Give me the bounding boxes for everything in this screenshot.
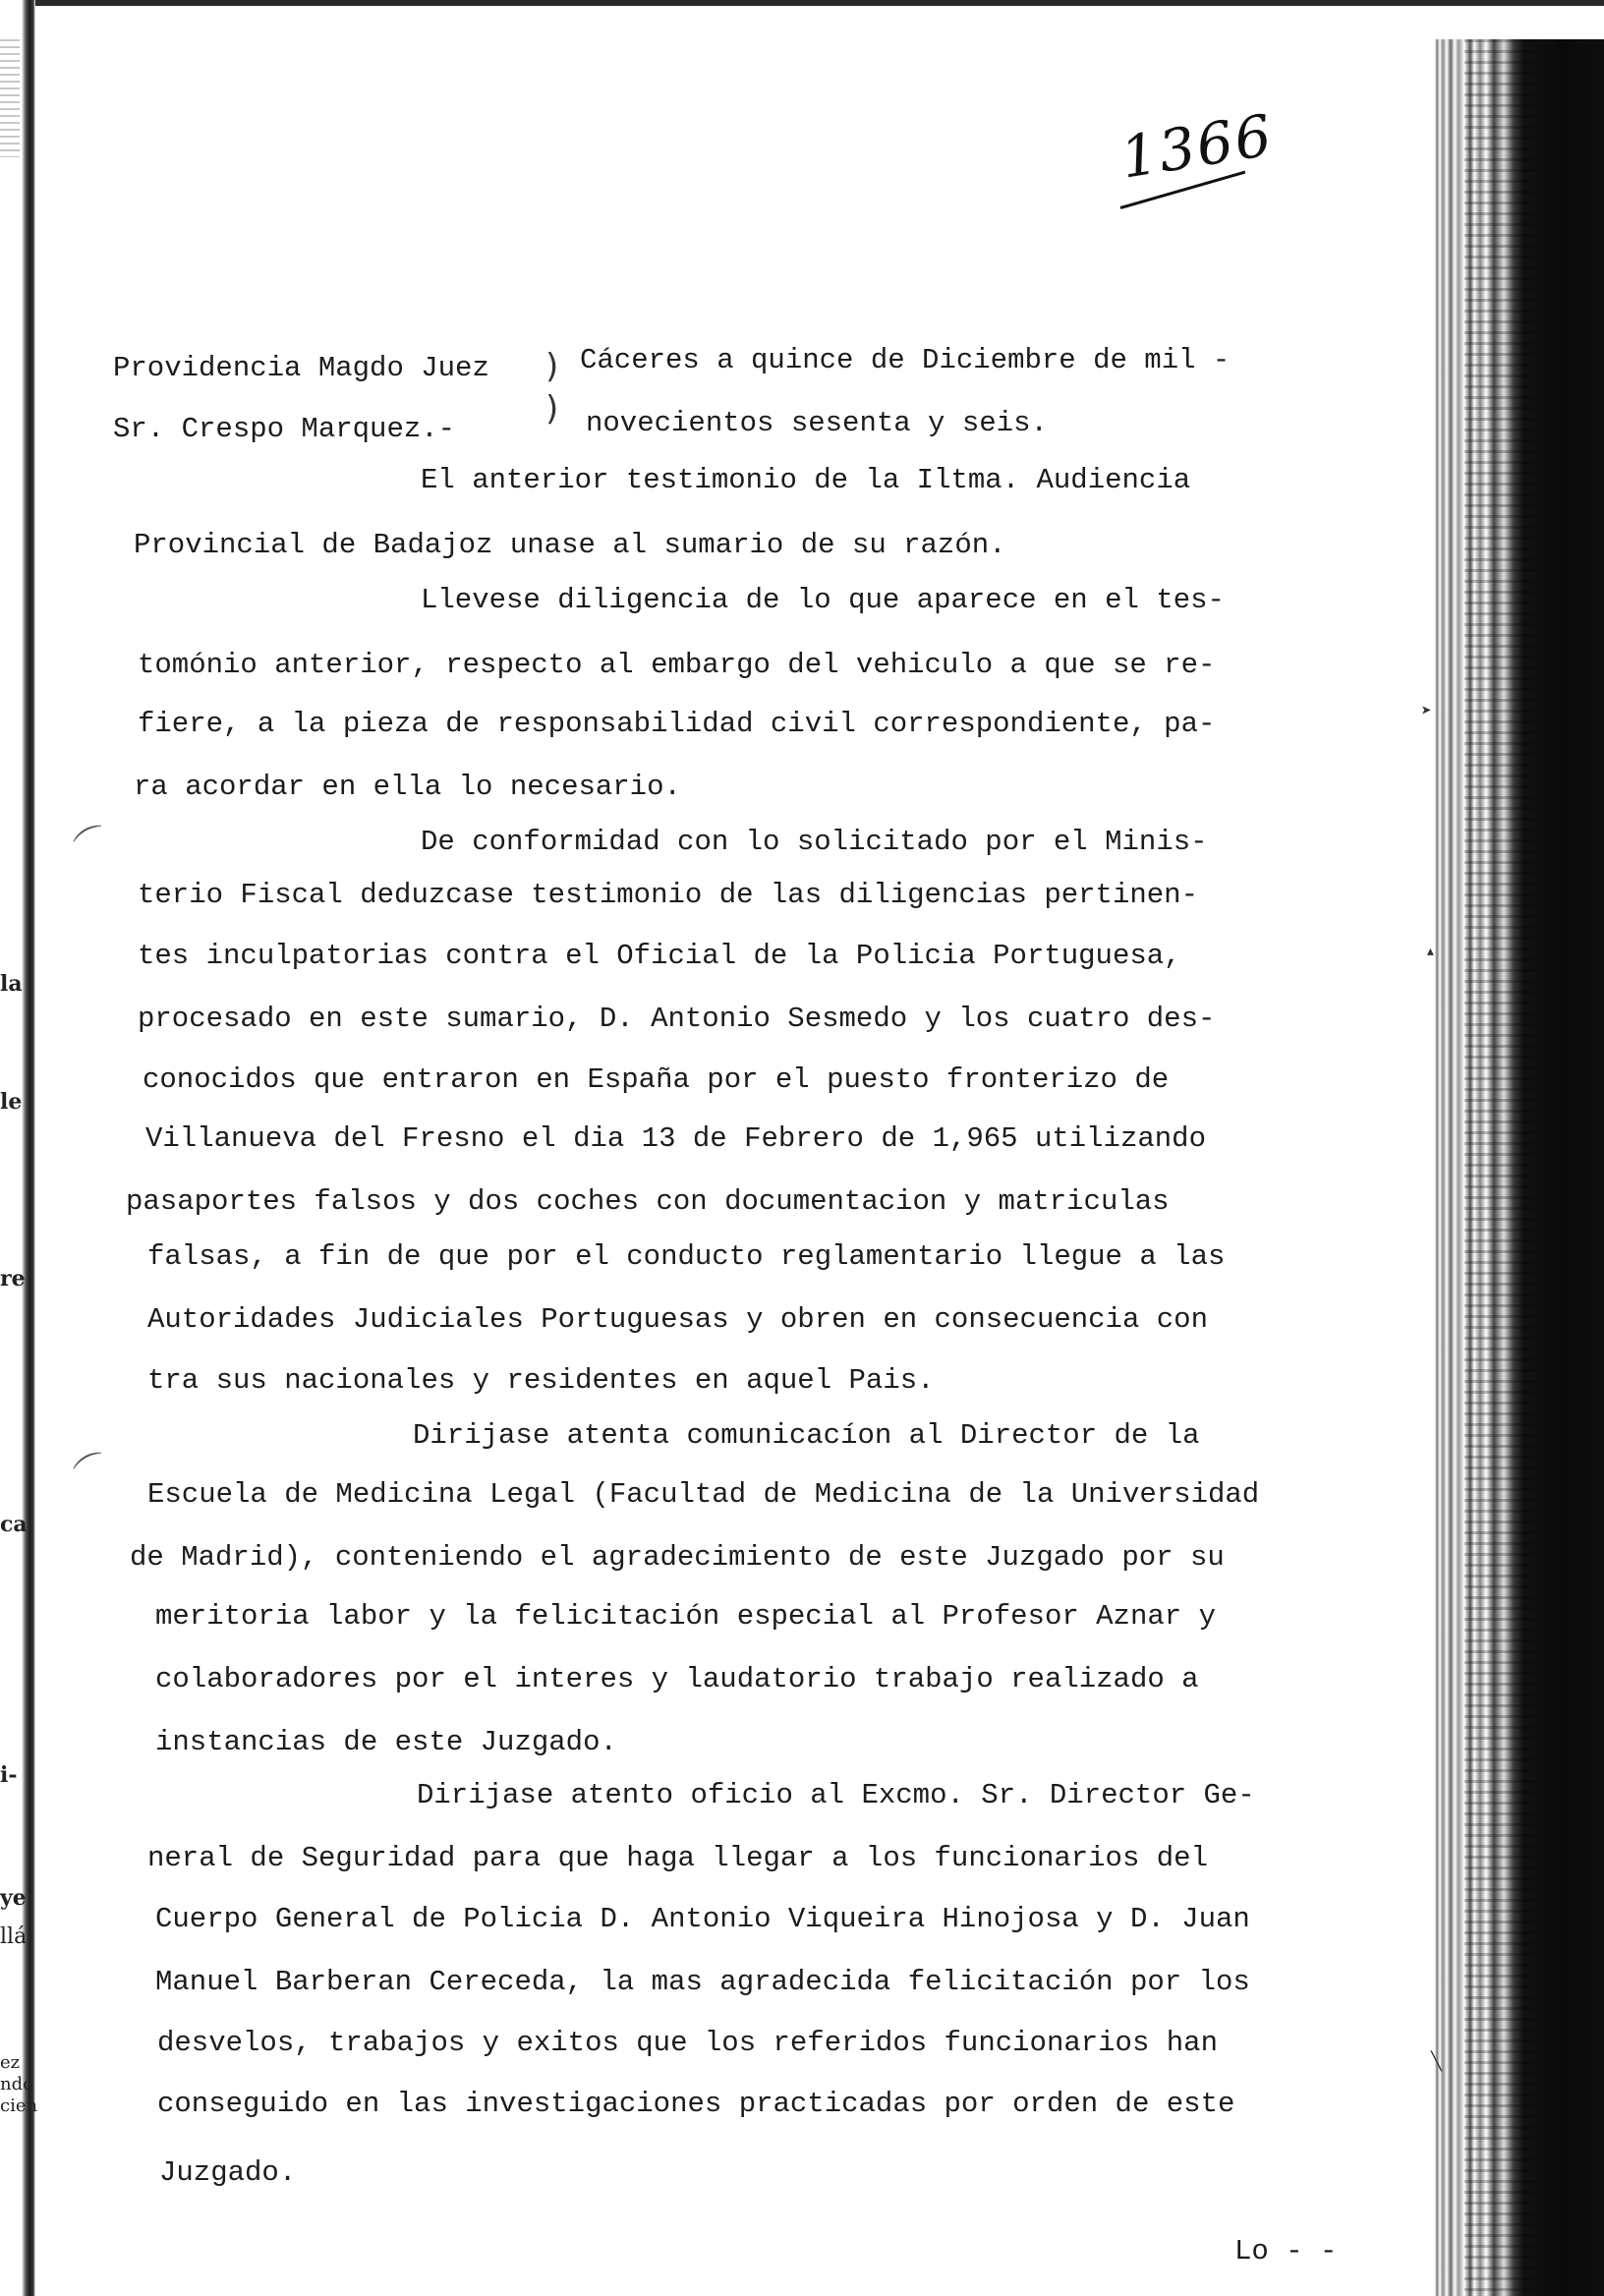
header-right-line-1: Cáceres a quince de Diciembre de mil - [580,344,1231,376]
body-line: pasaportes falsos y dos coches con documentacion y matriculas [126,1185,1170,1218]
body-line: desvelos, trabajos y exitos que los referidos funcionarios han [157,2027,1218,2059]
body-line: Juzgado. [159,2156,297,2189]
margin-fragment: i- [0,1762,18,1788]
body-line: instancias de este Juzgado. [155,1726,617,1758]
margin-fragment: ye [0,1885,27,1911]
binding-tick-mark: ╲ [1431,2053,1442,2073]
body-line: Escuela de Medicina Legal (Facultad de Medicina de la Universidad [147,1478,1260,1511]
body-line: tra sus nacionales y residentes en aquel Pais. [147,1364,935,1397]
margin-paren-mark: ⌒ [69,1446,118,1497]
body-line: de Madrid), conteniendo el agradecimiento de este Juzgado por su [130,1541,1225,1574]
margin-fragment: re [0,1266,26,1292]
body-line: Cuerpo General de Policia D. Antonio Viqueira Hinojosa y D. Juan [155,1903,1250,1935]
scan-top-edge [0,0,1604,6]
body-line: El anterior testimonio de la Iltma. Audiencia [421,464,1191,496]
body-line: conseguido en las investigaciones practicadas por orden de este [157,2088,1235,2120]
body-line: procesado en este sumario, D. Antonio Sesmedo y los cuatro des- [138,1003,1216,1035]
binding-arrow-mark: ➤ [1421,703,1432,722]
margin-fragment: le [0,1089,23,1115]
margin-fragment: ez [0,2052,21,2073]
body-line: ra acordar en ella lo necesario. [134,771,681,803]
body-line: Villanueva del Fresno el dia 13 de Febrero de 1,965 utilizando [145,1122,1206,1155]
margin-fragment: la [0,971,23,997]
body-line: Provincial de Badajoz unase al sumario de su razón. [134,529,1006,561]
body-line: neral de Seguridad para que haga llegar a los funcionarios del [147,1842,1208,1874]
continuation-catchword: Lo - - [1234,2235,1338,2267]
binding-noise [1464,39,1533,2296]
left-binding-edge [0,0,38,2296]
body-line: De conformidad con lo solicitado por el Minis- [421,826,1208,858]
margin-fragment: ndo [0,2074,33,2095]
body-line: terio Fiscal deduzcase testimonio de las diligencias pertinen- [138,879,1198,911]
body-line: Autoridades Judiciales Portuguesas y obren en consecuencia con [147,1303,1208,1336]
header-right-line-2: novecientos sesenta y seis. [586,407,1048,439]
body-line: tomónio anterior, respecto al embargo del vehiculo a que se re- [138,649,1216,681]
folio-number: 1366 [1116,101,1278,192]
header-brace: ) ) [545,347,559,429]
body-line: Manuel Barberan Cereceda, la mas agradecida felicitación por los [155,1966,1250,1998]
body-line: conocidos que entraron en España por el puesto fronterizo de [143,1063,1170,1096]
body-line: Llevese diligencia de lo que aparece en el tes- [421,584,1225,616]
margin-fragment: cien [0,2095,38,2116]
body-line: Dirijase atenta comunicacíon al Director de la [413,1419,1200,1452]
margin-paren-mark: ⌒ [69,819,118,870]
body-line: Dirijase atento oficio al Excmo. Sr. Director Ge- [417,1779,1255,1811]
body-line: falsas, a fin de que por el conducto reglamentario llegue a las [147,1240,1226,1273]
left-edge-speckle [0,39,20,157]
body-line: fiere, a la pieza de responsabilidad civil correspondiente, pa- [138,708,1216,740]
body-line: tes inculpatorias contra el Oficial de la Policia Portuguesa, [138,940,1181,972]
header-left-line-2: Sr. Crespo Marquez.- [113,413,456,445]
body-line: colaboradores por el interes y laudatorio trabajo realizado a [155,1663,1199,1695]
binding-tick-mark: ▴ [1425,943,1436,962]
margin-fragment: llá [0,1924,28,1949]
header-left-line-1: Providencia Magdo Juez [113,352,489,384]
margin-fragment: ca [0,1512,28,1537]
body-line: meritoria labor y la felicitación especial al Profesor Aznar y [155,1600,1216,1633]
